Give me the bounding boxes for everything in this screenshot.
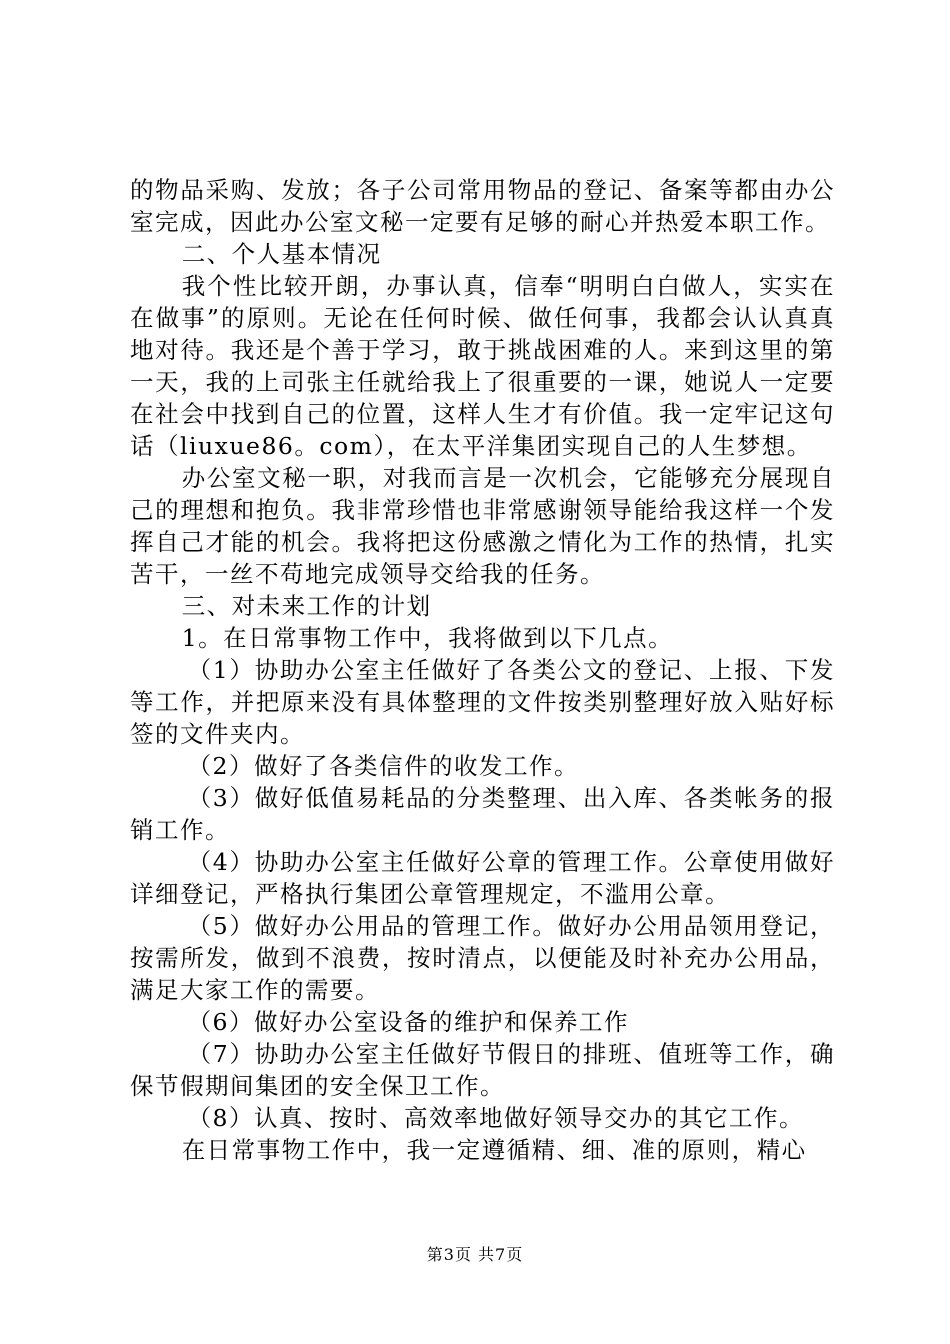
paragraph-p-closing: 在日常事物工作中，我一定遵循精、细、准的原则，精心 — [181, 1136, 807, 1164]
paragraph-sub-3: （3）做好低值易耗品的分类整理、出入库、各类帐务的报销工作。 — [130, 784, 835, 844]
document-body — [130, 174, 835, 1166]
paragraph-heading-2: 二、个人基本情况 — [181, 240, 382, 268]
paragraph-sub-6: （6）做好办公室设备的维护和保养工作 — [187, 1008, 630, 1036]
paragraph-sub-2: （2）做好了各类信件的收发工作。 — [187, 752, 580, 780]
paragraph-sub-8: （8）认真、按时、高效率地做好领导交办的其它工作。 — [187, 1104, 805, 1132]
paragraph-p-personality: 我个性比较开朗，办事认真，信奉“明明白白做人，实实在在做事”的原则。无论在任何时候、做任何事，我都会认认真真地对待。我还是个善于学习，敢于挑战困难的人。来到这里的第一天，我的上司张主任就给我上了很重要的一课，她说人一定要在社会中找到自己的位置，这样人生才有价值。我一定牢记这句话（liuxue86。com），在太平洋集团实现自己的人生梦想。 — [130, 272, 835, 460]
paragraph-p-continuation: 的物品采购、发放；各子公司常用物品的登记、备案等都由办公室完成，因此办公室文秘一定要有足够的耐心并热爱本职工作。 — [130, 176, 835, 236]
paragraph-sub-7: （7）协助办公室主任做好节假日的排班、值班等工作，确保节假期间集团的安全保卫工作。 — [130, 1040, 835, 1100]
page-footer: 第3页 共7页 — [426, 1245, 524, 1264]
paragraph-sub-1: （1）协助办公室主任做好了各类公文的登记、上报、下发等工作，并把原来没有具体整理的文件按类别整理好放入贴好标签的文件夹内。 — [130, 656, 835, 748]
paragraph-sub-4: （4）协助办公室主任做好公章的管理工作。公章使用做好详细登记，严格执行集团公章管理规定，不滥用公章。 — [130, 848, 835, 908]
paragraph-item-1: 1。在日常事物工作中，我将做到以下几点。 — [181, 624, 674, 652]
paragraph-sub-5: （5）做好办公用品的管理工作。做好办公用品领用登记，按需所发，做到不浪费，按时清点，以便能及时补充办公用品，满足大家工作的需要。 — [130, 912, 835, 1004]
paragraph-heading-3: 三、对未来工作的计划 — [181, 592, 432, 620]
paragraph-p-opportunity: 办公室文秘一职，对我而言是一次机会，它能够充分展现自己的理想和抱负。我非常珍惜也非常感谢领导能给我这样一个发挥自己才能的机会。我将把这份感激之情化为工作的热情，扎实苦干，一丝不苟地完成领导交给我的任务。 — [130, 464, 835, 588]
